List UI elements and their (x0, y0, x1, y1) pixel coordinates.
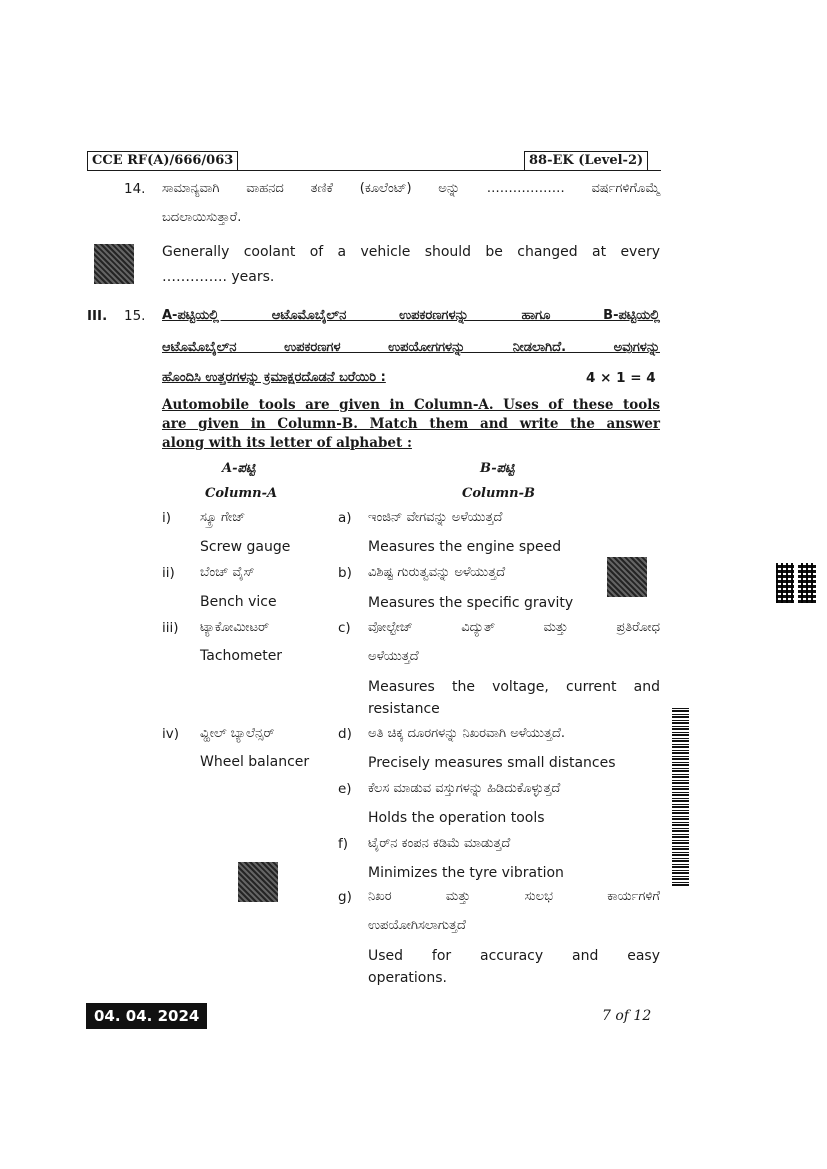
column-b-item-english: Measures the engine speed (368, 539, 562, 555)
q14-kannada-line2: ಬದಲಾಯಿಸುತ್ತಾರೆ. (162, 210, 242, 225)
level-code: 88-EK (Level-2) (524, 151, 648, 171)
column-a-item-label: i) (162, 510, 172, 526)
column-b-item-english: Measures the specific gravity (368, 595, 574, 611)
column-a-item-kannada: ವ್ಹೀಲ್ ಬ್ಯಾಲೆನ್ಸರ್ (200, 726, 275, 741)
column-a-item-english: Screw gauge (200, 539, 291, 555)
column-b-item-label: e) (338, 781, 352, 797)
qr-code-icon (94, 244, 134, 284)
column-b-kannada-heading: B-ಪಟ್ಟಿ (480, 461, 515, 476)
column-a-item-english: Bench vice (200, 594, 277, 610)
qr-code-icon (238, 862, 278, 902)
exam-date: 04. 04. 2024 (86, 1003, 207, 1029)
column-a-item-label: ii) (162, 565, 175, 581)
column-b-heading: Column-B (462, 486, 535, 501)
q15-english-line1: Automobile tools are given in Column-A. Uses of these tools (162, 397, 660, 413)
column-a-item-kannada: ಟ್ಯಾಕೋಮೀಟರ್ (200, 620, 270, 635)
q15-kannada-line3: ಹೊಂದಿಸಿ ಉತ್ತರಗಳನ್ನು ಕ್ರಮಾಕ್ಷರದೊಡನೆ ಬರೆಯಿರಿ : (162, 370, 386, 385)
column-a-item-label: iii) (162, 620, 179, 636)
column-b-item-label: d) (338, 726, 352, 742)
column-b-item-label: a) (338, 510, 352, 526)
section-number: III. (87, 308, 108, 324)
column-a-item-english: Wheel balancer (200, 754, 310, 770)
column-b-item-kannada: ಇಂಜಿನ್ ವೇಗವನ್ನು ಅಳೆಯುತ್ತದೆ (368, 510, 503, 525)
q14-kannada-line1: ಸಾಮಾನ್ಯವಾಗಿ ವಾಹನದ ತಣಿಕೆ (ಕೂಲೆಂಟ್) ಅನ್ನು ……………… ವರ್ಷಗಳಿಗೊಮ್ಮೆ (162, 181, 660, 196)
q15-marks: 4 × 1 = 4 (586, 370, 656, 386)
column-b-item-kannada: ಟೈರ್‌ನ ಕಂಪನ ಕಡಿಮೆ ಮಾಡುತ್ತದೆ (368, 836, 511, 851)
barcode-icon (672, 706, 689, 886)
q15-english-line2: are given in Column-B. Match them and write the answer (162, 416, 660, 432)
column-b-item-kannada: ವಿಶಿಷ್ಟ ಗುರುತ್ವವನ್ನು ಅಳೆಯುತ್ತದೆ (368, 565, 506, 580)
column-a-kannada-heading: A-ಪಟ್ಟಿ (222, 461, 256, 476)
column-a-item-kannada: ಬೆಂಚ್ ವೈಸ್ (200, 565, 255, 580)
column-b-item-kannada: ನಿಖರ ಮತ್ತು ಸುಲಭ ಕಾರ್ಯಗಳಿಗೆ (368, 889, 660, 904)
column-b-item-kannada: ಕೆಲಸ ಮಾಡುವ ವಸ್ತುಗಳನ್ನು ಹಿಡಿದುಕೊಳ್ಳುತ್ತದೆ (368, 781, 561, 796)
header-rule (87, 170, 661, 171)
q15-number: 15. (124, 308, 146, 324)
paper-code: CCE RF(A)/666/063 (87, 151, 238, 171)
column-b-item-kannada-cont: ಅಳೆಯುತ್ತದೆ (368, 649, 419, 664)
column-b-item-english: Precisely measures small distances (368, 755, 616, 771)
column-b-item-english: Minimizes the tyre vibration (368, 865, 564, 881)
column-b-item-english: Used for accuracy and easy (368, 948, 660, 964)
column-b-item-label: c) (338, 620, 351, 636)
column-b-item-kannada: ವೋಲ್ಟೇಜ್ ವಿದ್ಯುತ್ ಮತ್ತು ಪ್ರತಿರೋಧ (368, 620, 660, 635)
q14-number: 14. (124, 181, 146, 197)
column-b-item-english: Holds the operation tools (368, 810, 545, 826)
q14-english-line2: ………….. years. (162, 269, 275, 285)
q15-english-line3: along with its letter of alphabet : (162, 435, 412, 451)
column-b-item-label: f) (338, 836, 349, 852)
side-qr-code-icon (776, 563, 816, 603)
q15-kannada-line2: ಆಟೊಮೊಬೈಲ್‌ನ ಉಪಕರಣಗಳ ಉಪಯೋಗಗಳನ್ನು ನೀಡಲಾಗಿದೆ. ಅವುಗಳನ್ನು (162, 340, 660, 355)
column-b-item-kannada: ಅತಿ ಚಿಕ್ಕ ದೂರಗಳನ್ನು ನಿಖರವಾಗಿ ಅಳೆಯುತ್ತದೆ. (368, 726, 566, 741)
column-b-item-label: b) (338, 565, 352, 581)
column-a-item-kannada: ಸ್ಕ್ರೂ ಗೇಜ್ (200, 510, 246, 525)
column-a-item-english: Tachometer (200, 648, 283, 664)
column-b-item-label: g) (338, 889, 352, 905)
column-b-item-english: Measures the voltage, current and (368, 679, 660, 695)
column-b-item-english-cont: resistance (368, 701, 440, 717)
column-b-item-kannada-cont: ಉಪಯೋಗಿಸಲಾಗುತ್ತದೆ (368, 918, 466, 933)
qr-code-icon (607, 557, 647, 597)
column-a-item-label: iv) (162, 726, 180, 742)
q14-english-line1: Generally coolant of a vehicle should be changed at every (162, 244, 660, 260)
column-b-item-english-cont: operations. (368, 970, 447, 986)
q15-kannada-line1: A-ಪಟ್ಟಿಯಲ್ಲಿ ಆಟೊಮೊಬೈಲ್‌ನ ಉಪಕರಣಗಳನ್ನು ಹಾಗೂ B-ಪಟ್ಟಿಯಲ್ಲಿ (162, 308, 660, 323)
column-a-heading: Column-A (205, 486, 278, 501)
page-number: 7 of 12 (602, 1008, 652, 1024)
